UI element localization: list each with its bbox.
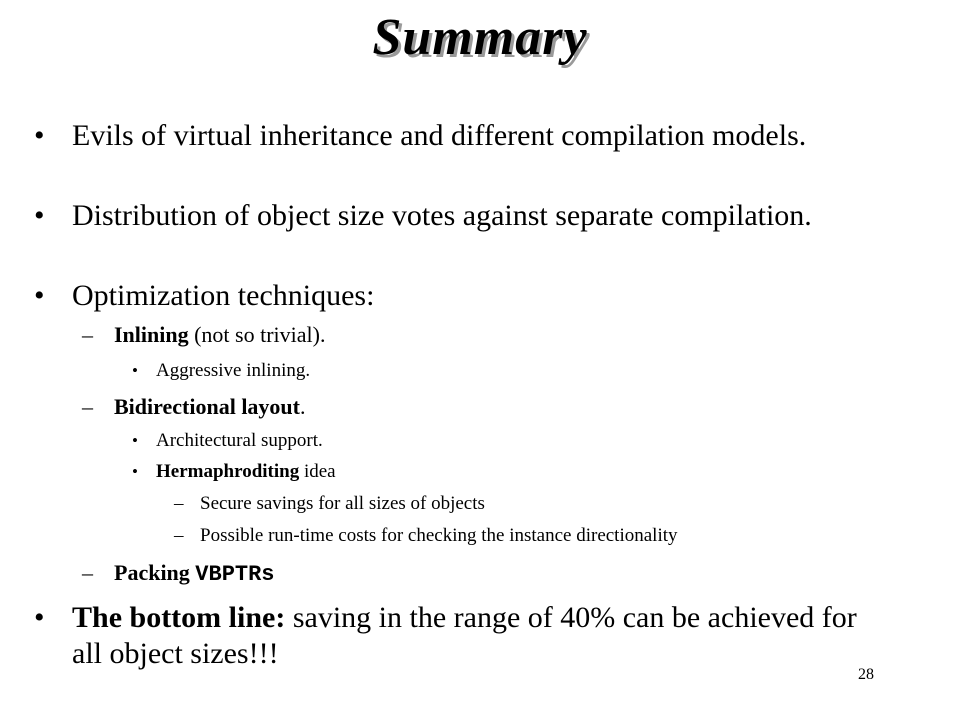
dash-marker: – <box>174 525 184 546</box>
sub-item-packing-vbptrs <box>82 560 275 588</box>
bullet-marker: • <box>34 119 45 152</box>
detail-text: Secure savings for all sizes of objects <box>200 493 485 514</box>
sub-sub-item-text: Aggressive inlining. <box>156 360 311 381</box>
bullet-text: Distribution of object size votes against separate compilation. <box>72 199 812 232</box>
bullet-marker: • <box>132 462 138 481</box>
dash-marker: – <box>82 394 93 419</box>
sub-item-text: (not so trivial). <box>188 322 326 347</box>
detail-run-time-costs <box>174 525 678 547</box>
dash-marker: – <box>82 322 93 347</box>
bullet-marker: • <box>34 601 45 634</box>
bullet-bold: The bottom line: <box>72 601 286 634</box>
sub-sub-item-text: idea <box>299 461 336 482</box>
bullet-optimization <box>34 278 375 314</box>
bullet-virtual-inheritance <box>34 118 882 154</box>
bullet-text: saving in the range of 40% can be achieved for all object sizes!!! <box>72 601 857 670</box>
bullet-marker: • <box>34 199 45 232</box>
page-number: 28 <box>858 666 874 683</box>
bullet-marker: • <box>132 361 138 380</box>
sub-item-code: VBPTRs <box>195 562 275 587</box>
bullet-object-size <box>34 198 832 234</box>
detail-secure-savings <box>174 493 485 515</box>
bullet-marker: • <box>34 279 45 312</box>
dash-marker: – <box>82 560 93 585</box>
sub-sub-item-text: Architectural support. <box>156 430 323 451</box>
sub-sub-item-bold: Hermaphroditing <box>156 461 300 482</box>
sub-item-bold: Inlining <box>114 322 189 347</box>
dash-marker: – <box>174 493 184 514</box>
slide-title: Summary <box>372 9 588 66</box>
sub-item-bold: Packing <box>114 560 196 585</box>
sub-sub-item-aggressive-inlining <box>132 360 311 382</box>
detail-text: Possible run-time costs for checking the instance directionality <box>200 525 678 546</box>
bullet-text: Evils of virtual inheritance and different compilation models. <box>72 119 807 152</box>
sub-item-bidirectional-layout <box>82 394 306 420</box>
bullet-marker: • <box>132 431 138 450</box>
sub-sub-item-hermaphroditing <box>132 461 336 483</box>
sub-item-text: . <box>300 394 306 419</box>
bullet-bottom-line <box>34 600 882 672</box>
sub-item-bold: Bidirectional layout <box>114 394 300 419</box>
bullet-text: Optimization techniques: <box>72 279 375 312</box>
sub-sub-item-architectural-support <box>132 430 323 452</box>
sub-item-inlining <box>82 322 326 348</box>
